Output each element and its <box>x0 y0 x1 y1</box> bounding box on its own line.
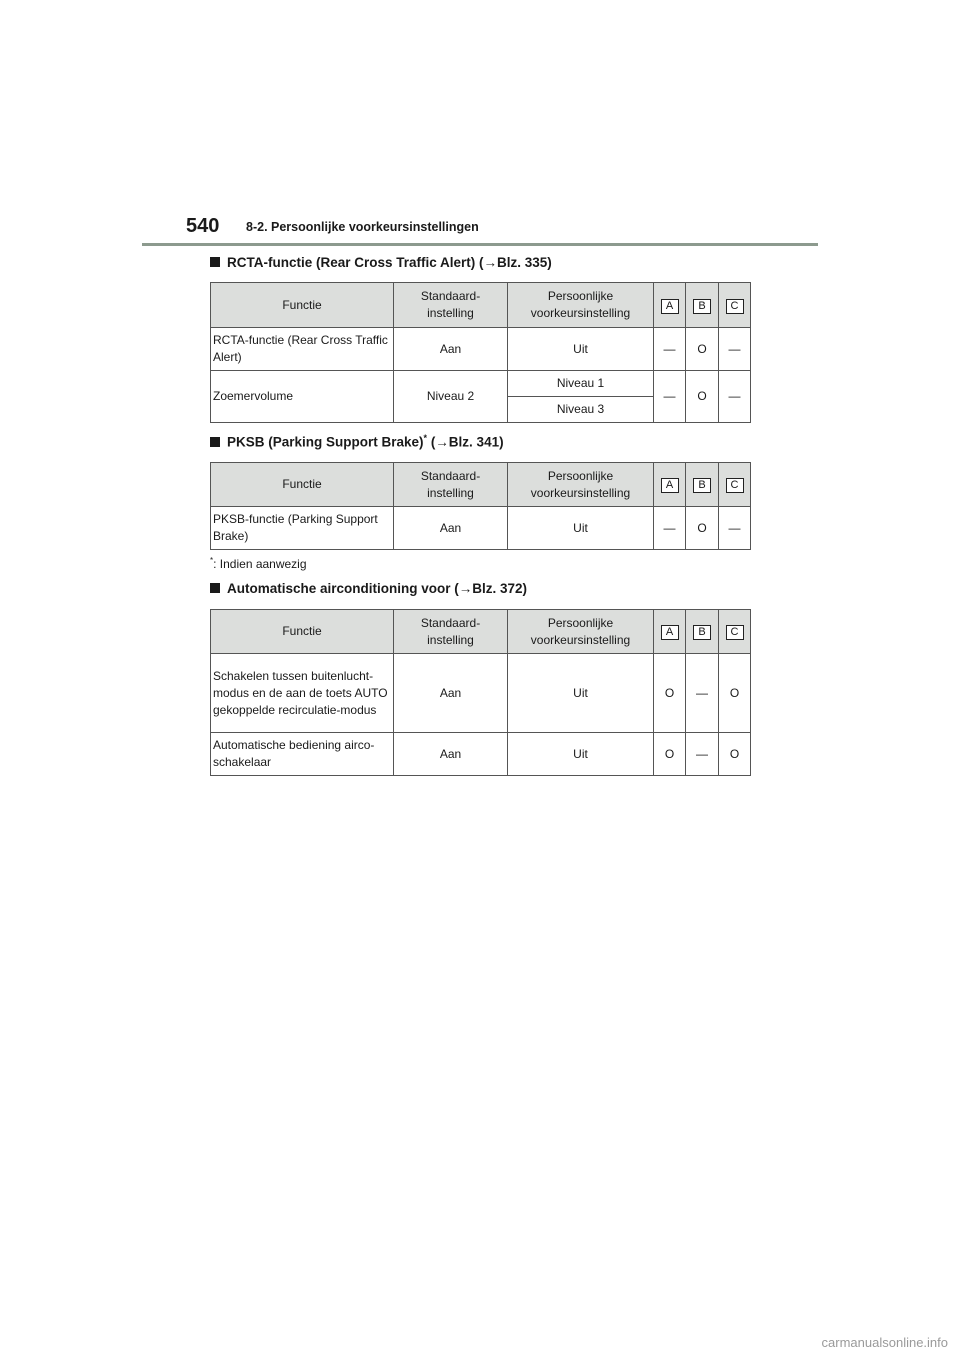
default-cell: Aan <box>394 507 508 550</box>
table-row <box>211 654 751 733</box>
column-header-a <box>654 610 686 654</box>
letter-a-box-icon: A <box>661 478 679 493</box>
airco-settings-table <box>210 609 751 776</box>
footnote <box>210 556 307 571</box>
page-number: 540 <box>186 215 220 237</box>
watermark: carmanualsonline.info <box>821 1335 948 1350</box>
c-cell: — <box>719 328 751 371</box>
section-heading-rcta <box>210 255 552 270</box>
c-cell: — <box>719 507 751 550</box>
custom-cell: Niveau 3 <box>508 397 654 423</box>
table-row <box>211 507 751 550</box>
square-bullet-icon <box>210 583 220 593</box>
rcta-settings-table <box>210 282 751 423</box>
letter-c-box-icon: C <box>726 299 744 314</box>
default-cell: Aan <box>394 733 508 776</box>
function-cell: Zoemervolume <box>211 371 394 423</box>
c-cell: O <box>719 733 751 776</box>
column-header-persoonlijk: Persoonlijke voorkeursinstelling <box>508 610 654 654</box>
a-cell: — <box>654 371 686 423</box>
function-cell: Automatische bediening airco-schakelaar <box>211 733 394 776</box>
column-header-a <box>654 463 686 507</box>
a-cell: — <box>654 328 686 371</box>
pksb-settings-table <box>210 462 751 550</box>
chapter-title: 8-2. Persoonlijke voorkeursinstellingen <box>246 220 479 234</box>
column-header-c <box>719 463 751 507</box>
column-header-functie: Functie <box>211 463 394 507</box>
letter-c-box-icon: C <box>726 625 744 640</box>
column-header-standaard: Standaard- instelling <box>394 610 508 654</box>
c-cell: — <box>719 371 751 423</box>
footnote-marker: * <box>210 556 214 565</box>
default-cell: Niveau 2 <box>394 371 508 423</box>
function-cell: Schakelen tussen buitenlucht-modus en de aan de toets AUTO gekoppelde recirculatie-modus <box>211 654 394 733</box>
function-cell: RCTA-functie (Rear Cross Traffic Alert) <box>211 328 394 371</box>
section-heading-text: Automatische airconditioning voor (→Blz. 372) <box>227 581 528 596</box>
b-cell: — <box>686 733 719 776</box>
column-header-a <box>654 283 686 328</box>
table-row <box>211 328 751 371</box>
c-cell: O <box>719 654 751 733</box>
a-cell: — <box>654 507 686 550</box>
table-row <box>211 733 751 776</box>
b-cell: O <box>686 371 719 423</box>
letter-b-box-icon: B <box>693 625 711 640</box>
default-cell: Aan <box>394 654 508 733</box>
letter-c-box-icon: C <box>726 478 744 493</box>
column-header-persoonlijk: Persoonlijke voorkeursinstelling <box>508 283 654 328</box>
column-header-standaard: Standaard- instelling <box>394 463 508 507</box>
column-header-c <box>719 610 751 654</box>
b-cell: — <box>686 654 719 733</box>
table-row <box>211 371 751 397</box>
default-cell: Aan <box>394 328 508 371</box>
a-cell: O <box>654 733 686 776</box>
footnote-text: : Indien aanwezig <box>213 557 307 571</box>
letter-a-box-icon: A <box>661 625 679 640</box>
header-rule <box>142 243 818 246</box>
column-header-standaard: Standaard- instelling <box>394 283 508 328</box>
column-header-b <box>686 463 719 507</box>
letter-b-box-icon: B <box>693 299 711 314</box>
square-bullet-icon <box>210 437 220 447</box>
function-cell: PKSB-functie (Parking Support Brake) <box>211 507 394 550</box>
section-heading-pksb <box>210 433 504 450</box>
custom-cell: Uit <box>508 507 654 550</box>
column-header-functie: Functie <box>211 283 394 328</box>
letter-a-box-icon: A <box>661 299 679 314</box>
section-heading-ref: (→Blz. 341) <box>427 434 504 450</box>
section-heading-text: RCTA-functie (Rear Cross Traffic Alert) (→Blz. 335) <box>227 255 552 270</box>
column-header-persoonlijk: Persoonlijke voorkeursinstelling <box>508 463 654 507</box>
column-header-b <box>686 283 719 328</box>
footnote-marker: * <box>423 433 428 443</box>
column-header-c <box>719 283 751 328</box>
b-cell: O <box>686 328 719 371</box>
b-cell: O <box>686 507 719 550</box>
a-cell: O <box>654 654 686 733</box>
section-heading-text: PKSB (Parking Support Brake) <box>227 434 424 450</box>
section-heading-airco <box>210 581 527 596</box>
custom-cell: Uit <box>508 733 654 776</box>
square-bullet-icon <box>210 257 220 267</box>
custom-cell: Uit <box>508 328 654 371</box>
custom-cell: Niveau 1 <box>508 371 654 397</box>
column-header-b <box>686 610 719 654</box>
custom-cell: Uit <box>508 654 654 733</box>
column-header-functie: Functie <box>211 610 394 654</box>
letter-b-box-icon: B <box>693 478 711 493</box>
